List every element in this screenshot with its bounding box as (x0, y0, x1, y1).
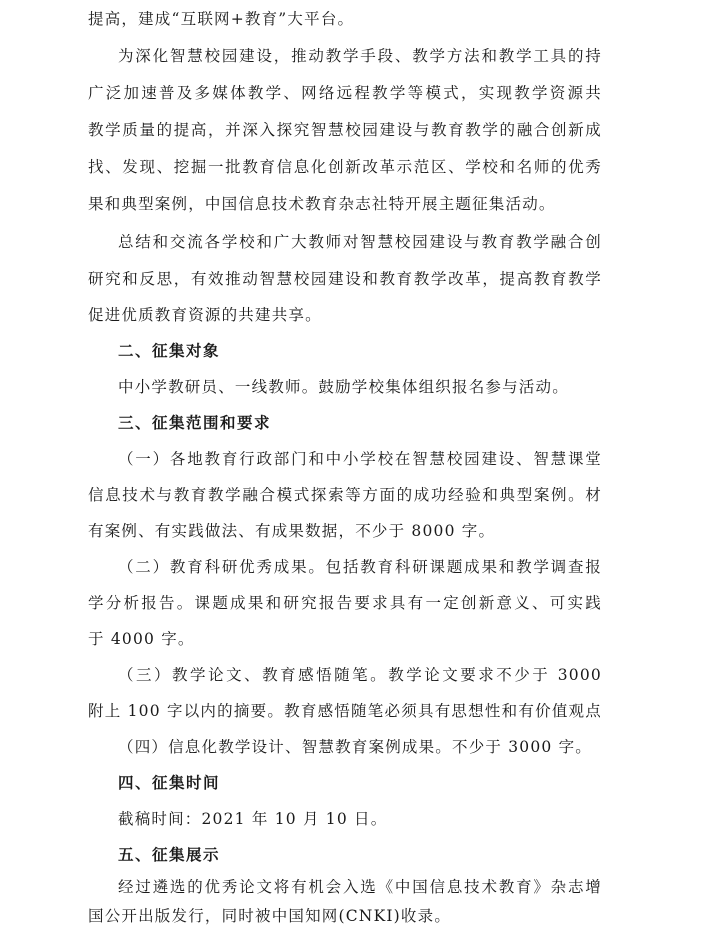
body-text: 研究和反思，有效推动智慧校园建设和教育教学改革，提高教育教学 (88, 270, 602, 288)
section-heading: 三、征集范围和要求 (118, 414, 272, 432)
body-text: 果和典型案例，中国信息技术教育杂志社特开展主题征集活动。 (88, 195, 556, 213)
body-text: 学分析报告。课题成果和研究报告要求具有一定创新意义、可实践 (88, 594, 602, 612)
body-text: 经过遴选的优秀论文将有机会入选《中国信息技术教育》杂志增 (118, 878, 602, 896)
body-text: 促进优质教育资源的共建共享。 (88, 306, 322, 324)
body-text: （三）教学论文、教育感悟随笔。教学论文要求不少于 3000 (118, 666, 602, 684)
body-text: （四）信息化教学设计、智慧教育案例成果。不少于 3000 字。 (118, 738, 593, 756)
body-text: 附上 100 字以内的摘要。教育感悟随笔必须具有思想性和有价值观点 (88, 702, 602, 720)
body-text: 于 4000 字。 (88, 630, 195, 648)
body-text: 国公开出版发行，同时被中国知网(CNKI)收录。 (88, 907, 452, 925)
section-heading: 四、征集时间 (118, 774, 221, 792)
body-text: 截稿时间：2021 年 10 月 10 日。 (118, 810, 388, 828)
body-text: 教学质量的提高，并深入探究智慧校园建设与教育教学的融合创新成 (88, 121, 602, 139)
section-heading: 五、征集展示 (118, 846, 221, 864)
body-text: 广泛加速普及多媒体教学、网络远程教学等模式，实现教学资源共 (88, 84, 602, 102)
body-text: 总结和交流各学校和广大教师对智慧校园建设与教育教学融合创 (118, 233, 602, 251)
body-text: 为深化智慧校园建设，推动教学手段、教学方法和教学工具的持 (118, 47, 602, 65)
body-text: 提高，建成“互联网+教育”大平台。 (88, 10, 355, 28)
body-text: 信息技术与教育教学融合模式探索等方面的成功经验和典型案例。材 (88, 486, 602, 504)
body-text: （一）各地教育行政部门和中小学校在智慧校园建设、智慧课堂 (118, 450, 602, 468)
body-text: 有案例、有实践做法、有成果数据，不少于 8000 字。 (88, 522, 496, 540)
body-text: （二）教育科研优秀成果。包括教育科研课题成果和教学调查报 (118, 558, 602, 576)
body-text: 找、发现、挖掘一批教育信息化创新改革示范区、学校和名师的优秀 (88, 158, 602, 176)
section-heading: 二、征集对象 (118, 342, 221, 360)
body-text: 中小学教研员、一线教师。鼓励学校集体组织报名参与活动。 (118, 378, 569, 396)
